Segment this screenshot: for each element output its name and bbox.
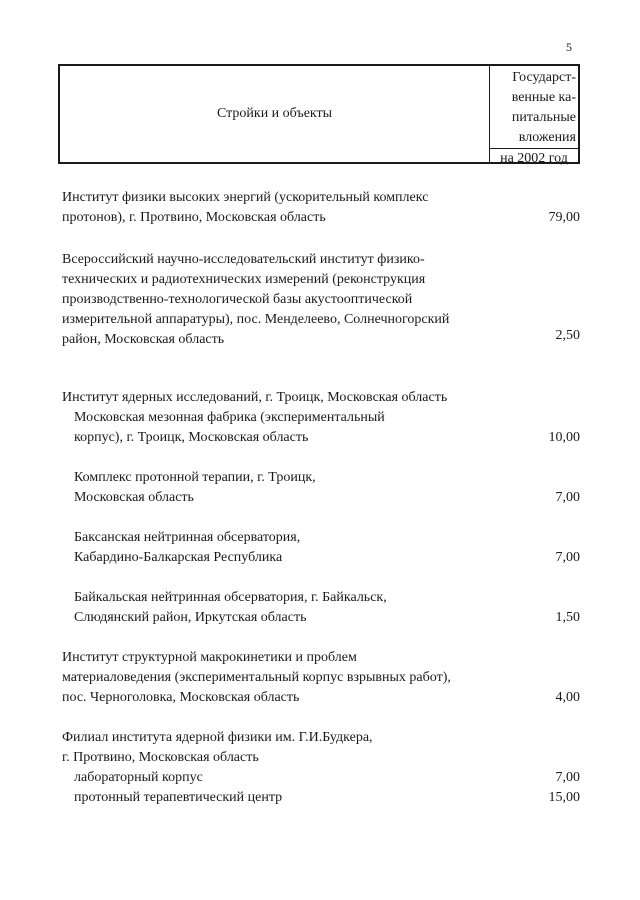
entry-line: Всероссийский научно-исследовательский институт физико-	[62, 252, 425, 267]
entry-line: протонный терапевтический центр	[74, 790, 283, 805]
entry-line: Институт структурной макрокинетики и проблем	[62, 650, 357, 665]
entry-line: технических и радиотехнических измерений (реконструкция	[62, 272, 426, 287]
entry-line: корпус), г. Троицк, Московская область	[74, 430, 309, 445]
entry-line: протонов), г. Протвино, Московская область	[62, 210, 326, 225]
entry-value: 15,00	[548, 790, 580, 805]
entry-value: 7,00	[555, 490, 580, 505]
objects-column-title: Стройки и объекты	[216, 106, 333, 121]
entry-line: Слюдянский район, Иркутская область	[74, 610, 307, 625]
entry-value: 79,00	[548, 210, 580, 225]
entry-line: Московская мезонная фабрика (экспериментальный	[74, 410, 385, 425]
investments-header-line: питальные	[511, 110, 576, 125]
entry-value: 1,50	[555, 610, 580, 625]
table-header	[58, 64, 580, 164]
entry-line: Московская область	[74, 490, 194, 505]
investments-header-line: венные ка-	[511, 90, 576, 105]
objects-column-header	[60, 66, 489, 162]
entry-line: район, Московская область	[62, 332, 225, 347]
entry-line: Институт ядерных исследований, г. Троицк, Московская область	[62, 390, 448, 405]
entry-value: 2,50	[555, 328, 580, 343]
entry-line: Кабардино-Балкарская Республика	[74, 550, 283, 565]
entry-line: Байкальская нейтринная обсерватория, г. Байкальск,	[74, 590, 387, 605]
investments-column-header	[489, 66, 578, 166]
entry-line: Институт физики высоких энергий (ускорительный комплекс	[62, 190, 429, 205]
entry-line: материаловедения (экспериментальный корпус взрывных работ),	[62, 670, 451, 685]
entry-line: лабораторный корпус	[74, 770, 203, 785]
entry-line: пос. Черноголовка, Московская область	[62, 690, 300, 705]
entry-line: г. Протвино, Московская область	[62, 750, 259, 765]
page-number: 5	[566, 40, 572, 54]
entry-line: производственно-технологической базы акустооптической	[62, 292, 413, 307]
entry-line: Комплекс протонной терапии, г. Троицк,	[74, 470, 316, 485]
investments-header-line: на 2002 год	[490, 148, 578, 169]
entry-line: Баксанская нейтринная обсерватория,	[74, 530, 301, 545]
entry-value: 7,00	[555, 770, 580, 785]
entry-value: 10,00	[548, 430, 580, 445]
investments-header-line: Государст-	[512, 70, 576, 85]
entry-value: 4,00	[555, 690, 580, 705]
entry-line: Филиал института ядерной физики им. Г.И.Будкера,	[62, 730, 373, 745]
entry-value: 7,00	[555, 550, 580, 565]
investments-header-line: вложения	[518, 130, 576, 145]
entry-line: измерительной аппаратуры), пос. Менделеево, Солнечногорский	[62, 312, 450, 327]
